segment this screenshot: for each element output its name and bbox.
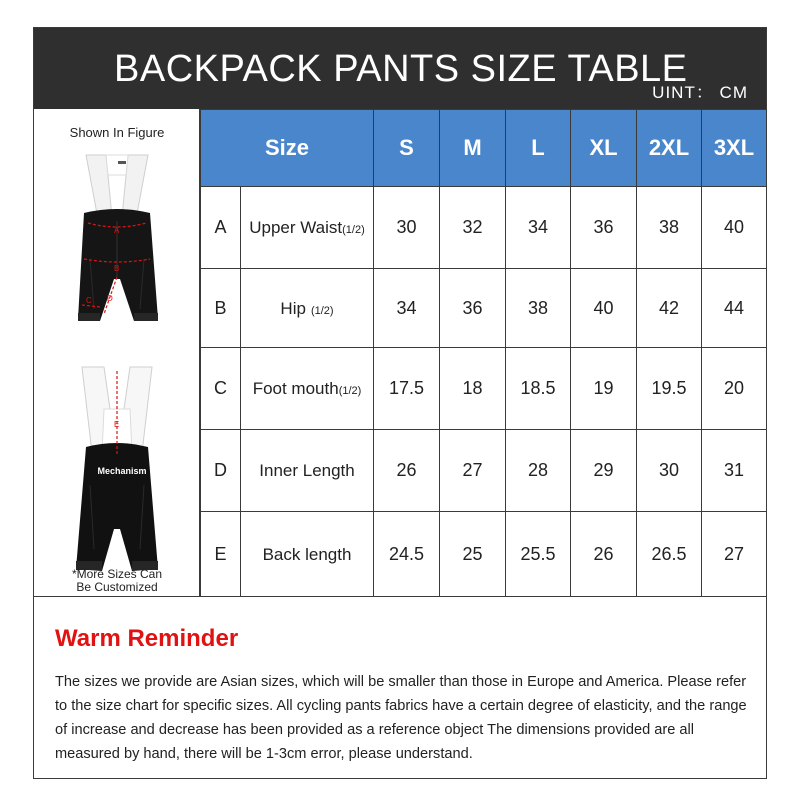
table-cell: 30 [637, 430, 702, 512]
unit-label: UINT： CM [652, 83, 748, 102]
measurement-name [241, 187, 374, 269]
marker-a-label: A [114, 226, 120, 235]
table-cell: 19 [571, 348, 637, 430]
table-cell: 40 [702, 187, 767, 269]
table-cell: 30 [374, 187, 440, 269]
table-cell: 17.5 [374, 348, 440, 430]
warm-reminder-section [34, 596, 766, 778]
table-row [201, 348, 767, 430]
marker-d-label: D [107, 294, 113, 303]
size-col-m: M [440, 110, 506, 187]
table-cell: 36 [571, 187, 637, 269]
table-cell: 29 [571, 430, 637, 512]
table-cell: 25 [440, 512, 506, 597]
brand-text: Mechanism [97, 466, 147, 476]
more-sizes-line-1: *More Sizes Can [71, 567, 163, 581]
table-cell: 38 [637, 187, 702, 269]
half-note: (1/2) [310, 304, 334, 317]
size-col-3xl: 3XL [702, 110, 767, 187]
table-cell: 19.5 [637, 348, 702, 430]
header-bar [34, 28, 766, 109]
size-header-label: Size [201, 110, 374, 187]
measurement-label: Upper Waist [249, 218, 343, 237]
table-cell: 38 [506, 269, 571, 348]
measurement-name [241, 512, 374, 597]
table-row [201, 269, 767, 348]
marker-c-label: C [86, 296, 92, 305]
table-cell: 18 [440, 348, 506, 430]
measurement-label: Inner Length [259, 461, 355, 480]
size-col-s: S [374, 110, 440, 187]
marker-b-label: B [114, 264, 120, 273]
size-table [200, 109, 767, 597]
table-cell: 28 [506, 430, 571, 512]
table-cell: 34 [506, 187, 571, 269]
table-cell: 26 [374, 430, 440, 512]
table-cell: 20 [702, 348, 767, 430]
more-sizes-note [34, 568, 200, 594]
row-code: C [201, 348, 241, 430]
row-code: A [201, 187, 241, 269]
figure-panel [34, 109, 200, 596]
size-col-l: L [506, 110, 571, 187]
table-cell: 34 [374, 269, 440, 348]
shown-in-figure-label: Shown In Figure [69, 125, 165, 140]
table-cell: 24.5 [374, 512, 440, 597]
size-col-2xl: 2XL [637, 110, 702, 187]
table-cell: 26 [571, 512, 637, 597]
half-note: (1/2) [342, 224, 365, 236]
table-cell: 25.5 [506, 512, 571, 597]
table-cell: 31 [702, 430, 767, 512]
size-chart-frame [33, 27, 767, 779]
row-code: E [201, 512, 241, 597]
table-cell: 26.5 [637, 512, 702, 597]
table-row [201, 512, 767, 597]
table-cell: 42 [637, 269, 702, 348]
reminder-text: The sizes we provide are Asian sizes, which will be smaller than those in Europe and America. Please refer to the size chart for specific sizes. All cycling pants fabrics have a certain degree of elasticity, and the range of increase and decrease has been provided as a reference object The dimensions provided are all measured by hand, there will be 1-3cm error, please understand. [55, 674, 747, 762]
measurement-label: Back length [262, 544, 352, 564]
table-cell: 18.5 [506, 348, 571, 430]
table-cell: 27 [702, 512, 767, 597]
page-title: BACKPACK PANTS SIZE TABLE [114, 48, 688, 90]
table-row [201, 187, 767, 269]
row-code: D [201, 430, 241, 512]
table-cell: 27 [440, 430, 506, 512]
back-view-image [76, 367, 158, 571]
bib-shorts-illustration [34, 109, 200, 596]
measurement-name [241, 269, 374, 348]
table-cell: 40 [571, 269, 637, 348]
size-col-xl: XL [571, 110, 637, 187]
table-cell: 44 [702, 269, 767, 348]
more-sizes-line-2: Be Customized [76, 580, 158, 594]
reminder-title: Warm Reminder [55, 625, 239, 652]
marker-e-label: E [114, 420, 120, 429]
measurement-name [241, 430, 374, 512]
table-row [201, 430, 767, 512]
half-note: (1/2) [338, 385, 362, 397]
size-header-row [201, 110, 767, 187]
measurement-name [241, 348, 374, 430]
measurement-label: Foot mouth [252, 379, 339, 398]
table-cell: 36 [440, 269, 506, 348]
measurement-label: Hip [280, 298, 306, 318]
row-code: B [201, 269, 241, 348]
table-cell: 32 [440, 187, 506, 269]
